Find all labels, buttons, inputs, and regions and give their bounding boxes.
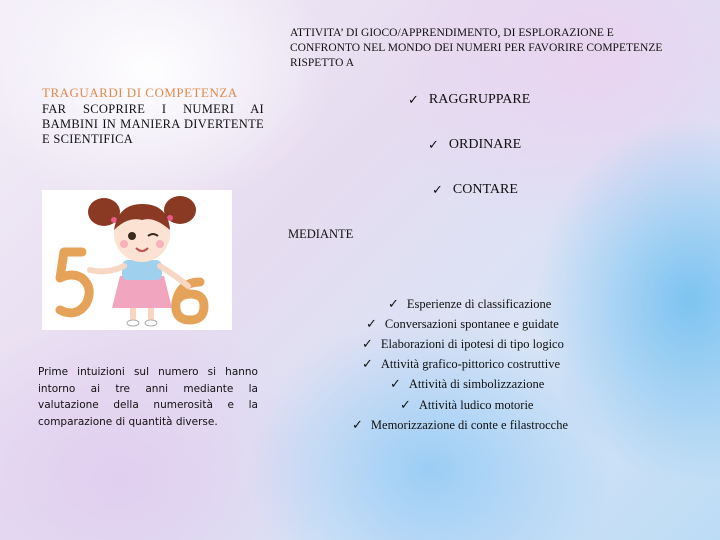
digit-five-shape: [60, 252, 89, 313]
verb-raggruppare: [408, 92, 530, 108]
checkmark-icon: ✓: [388, 297, 399, 312]
activity-label: Attività ludico motorie: [418, 398, 534, 412]
traguardi-text: FAR SCOPRIRE I NUMERI AI BAMBINI IN MANIERA DIVERTENTE E SCIENTIFICA: [42, 102, 264, 146]
activity-label: Attività di simbolizzazione: [408, 377, 545, 391]
mediante-label: MEDIANTE: [288, 227, 354, 241]
activity-label: Memorizzazione di conte e filastrocche: [370, 418, 569, 432]
verb-label: CONTARE: [452, 182, 518, 197]
intuizioni-text: Prime intuizioni sul numero si hanno intorno ai tre anni mediante la valutazione della numerosità e la comparazione di quantità diverse.: [38, 366, 258, 428]
verb-label: ORDINARE: [448, 137, 522, 152]
verb-contare: [432, 182, 518, 198]
checkmark-icon: ✓: [408, 92, 419, 108]
checkmark-icon: ✓: [362, 337, 373, 352]
activity-label: Elaborazioni di ipotesi di tipo logico: [380, 337, 564, 351]
checkmark-icon: ✓: [352, 418, 363, 433]
girl-illustration-svg: [42, 190, 232, 330]
verb-label: RAGGRUPPARE: [428, 92, 531, 107]
list-item: [400, 398, 533, 413]
checkmark-icon: ✓: [366, 317, 377, 332]
checkmark-icon: ✓: [432, 182, 443, 198]
activity-label: Conversazioni spontanee e guidate: [384, 317, 559, 331]
activity-label: Esperienze di classificazione: [406, 297, 552, 311]
verb-ordinare: [428, 137, 521, 153]
checkmark-icon: ✓: [362, 357, 373, 372]
list-item: [366, 317, 559, 332]
traguardi-heading: TRAGUARDI DI COMPETENZA: [42, 85, 238, 100]
activity-label: Attività grafico-pittorico costruttive: [380, 357, 561, 371]
checkmark-icon: ✓: [390, 377, 401, 392]
list-item: [362, 357, 560, 372]
checkmark-icon: ✓: [400, 398, 411, 413]
list-item: [362, 337, 564, 352]
girl-with-numbers-illustration: [42, 190, 232, 330]
list-item: [352, 418, 568, 433]
list-item: [388, 297, 551, 312]
slide-title: ATTIVITA’ DI GIOCO/APPRENDIMENTO, DI ESPLORAZIONE E CONFRONTO NEL MONDO DEI NUMERI PER FAVORIRE COMPETENZE RISPETTO A: [290, 27, 663, 69]
checkmark-icon: ✓: [428, 137, 439, 153]
list-item: [390, 377, 544, 392]
